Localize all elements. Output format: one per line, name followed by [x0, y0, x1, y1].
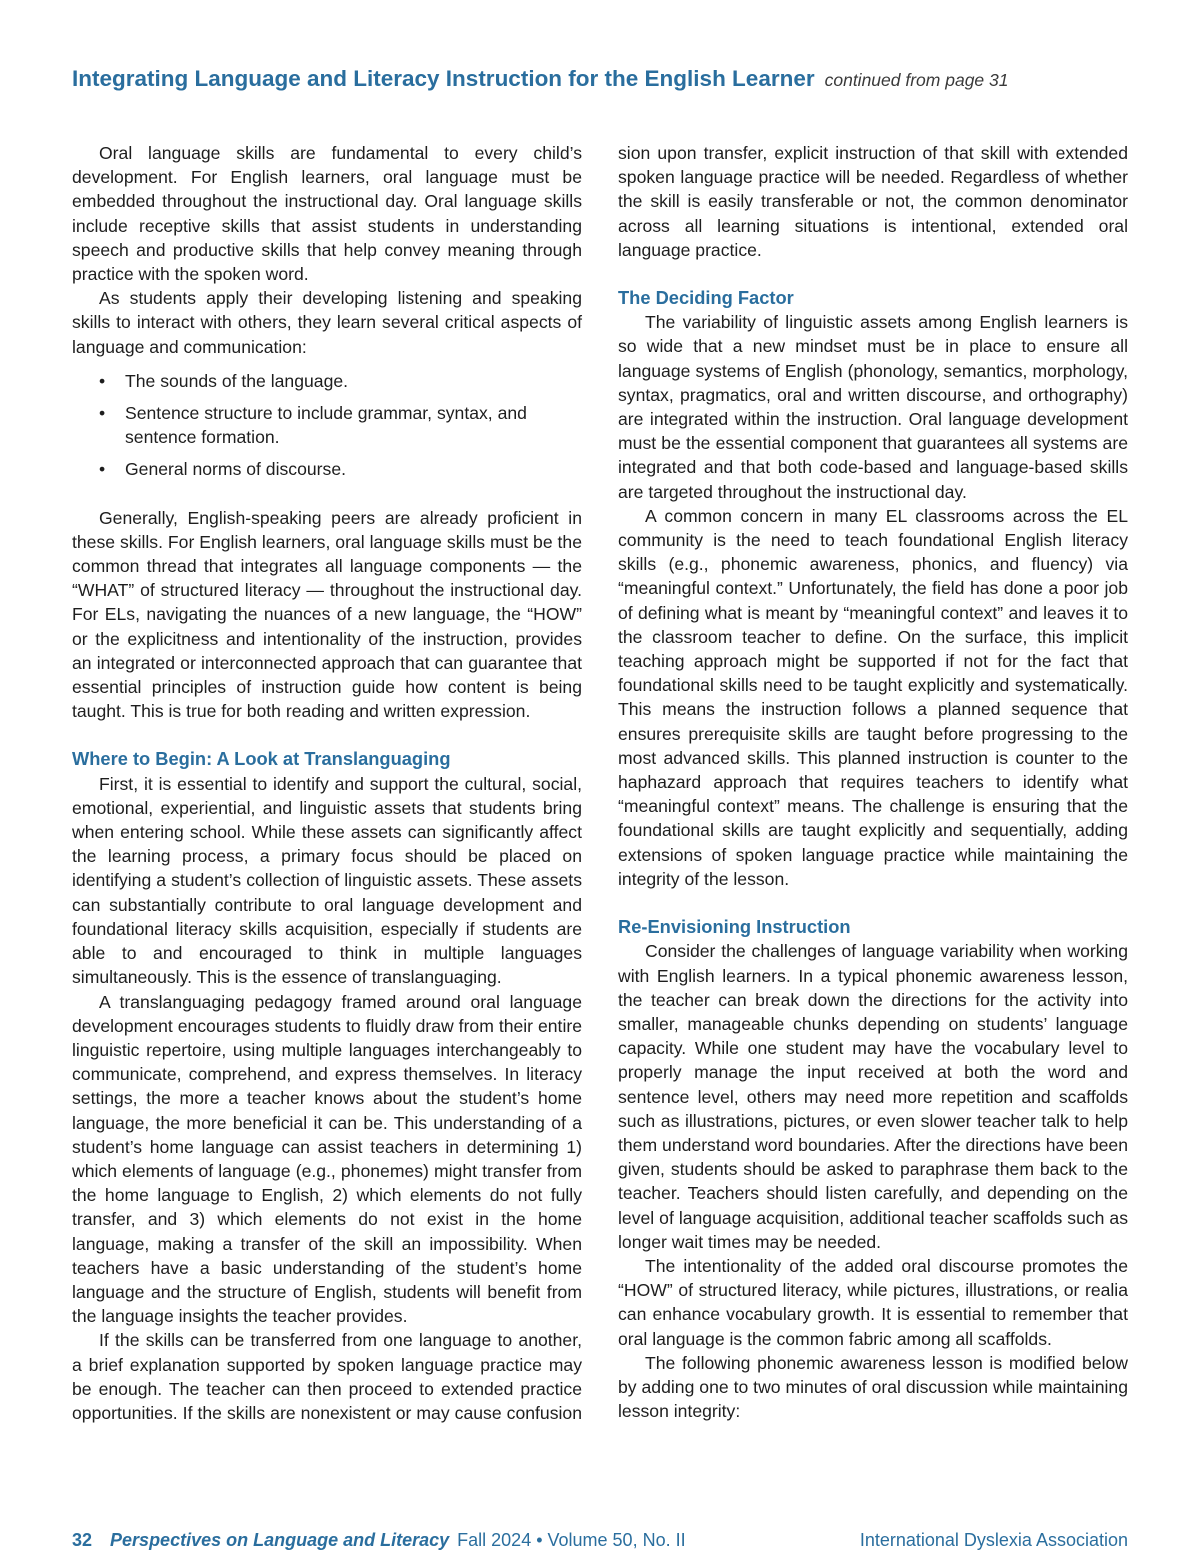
section-heading: The Deciding Factor [618, 287, 794, 309]
left-column [72, 141, 582, 1425]
issue-info: Fall 2024 • Volume 50, No. II [457, 1530, 686, 1550]
continued-note: continued from page 31 [824, 70, 1009, 90]
list-item [72, 401, 582, 449]
bullet-icon: • [99, 370, 106, 391]
list-item-text: Sentence structure to include grammar, syntax, and sentence formation. [125, 403, 527, 448]
article-header [72, 66, 1009, 92]
paragraph-continuation: sion upon transfer, explicit instruction of that skill with extended spoken language practice will be needed. Regardless of whether the skill is easily transferable or not, the common denominator across all learning situations is intentional, extended oral language practice. [618, 143, 1128, 260]
list-item [72, 457, 582, 481]
list-item [72, 369, 582, 393]
list-item-text: General norms of discourse. [125, 459, 346, 480]
paragraph: As students apply their developing listening and speaking skills to interact with others, they learn several critical aspects of language and communication: [72, 288, 582, 357]
bullet-list [72, 369, 582, 482]
paragraph: The intentionality of the added oral discourse promotes the “HOW” of structured literacy, while pictures, illustrations, or realia can enhance vocabulary growth. It is essential to remember that oral language is the common fabric among all scaffolds. [618, 1255, 1128, 1349]
paragraph-continued: If the skills can be transferred from one language to another, a brief explanation supported by spoken language practice may be enough. The teacher can then proceed to extended practice opportunities. If the skills are nonexistent or may cause confusion [72, 1330, 582, 1423]
paragraph: The following phonemic awareness lesson is modified below by adding one to two minutes of oral discussion while maintaining lesson integrity: [618, 1352, 1128, 1422]
paragraph: The variability of linguistic assets among English learners is so wide that a new mindset must be in place to ensure all language systems of English (phonology, semantics, morphology, syntax, pragmatics, oral and written discourse, and orthography) are integrated within the instruction. Oral language development must be the essential component that guarantees all systems are integrated and that both code-based and language-based skills are targeted throughout the instructional day. [618, 312, 1128, 502]
bullet-icon: • [99, 403, 106, 424]
paragraph: A common concern in many EL classrooms across the EL community is the need to teach foundational English literacy skills (e.g., phonemic awareness, phonics, and fluency) via “meaningful context.” Unfortunately, the field has done a poor job of defining what is meant by “meaningful context” and leaves it to the classroom teacher to define. On the surface, this implicit teaching approach might be supported if not for the fact that foundational skills need to be taught explicitly and systematically. This means the instruction follows a planned sequence that ensures prerequisite skills are taught before progressing to the most advanced skills. This planned instruction is counter to the haphazard approach that requires teachers to identify what “meaningful context” means. The challenge is ensuring that the foundational skills are taught explicitly and sequentially, adding extensions of spoken language practice while maintaining the integrity of the lesson. [618, 505, 1128, 889]
paragraph: Generally, English-speaking peers are already proficient in these skills. For English learners, oral language skills must be the common thread that integrates all language components — the “WHAT” of structured literacy — throughout the instructional day. For ELs, navigating the nuances of a new language, the “HOW” or the explicitness and intentionality of the instruction, provides an integrated or interconnected approach that can guarantee that essential principles of instruction guide how content is being taught. This is true for both reading and written expression. [72, 507, 582, 722]
list-item-text: The sounds of the language. [125, 370, 349, 391]
section-heading: Where to Begin: A Look at Translanguaging [72, 748, 451, 770]
bullet-icon: • [99, 459, 106, 480]
page-footer [72, 1528, 1128, 1552]
page-number: 32 [72, 1530, 93, 1550]
paragraph: Consider the challenges of language variability when working with English learners. In a typical phonemic awareness lesson, the teacher can break down the directions for the activity into smaller, manageable chunks depending on students’ language capacity. While one student may have the vocabulary level to properly manage the input received at both the word and sentence level, others may need more repetition and scaffolds such as illustrations, pictures, or even slower teacher talk to help them understand word boundaries. After the directions have been given, students should be asked to paraphrase them back to the teacher. Teachers should listen carefully, and depending on the level of language acquisition, additional teacher scaffolds such as longer wait times may be needed. [618, 941, 1128, 1252]
paragraph: First, it is essential to identify and support the cultural, social, emotional, experiential, and linguistic assets that students bring when entering school. While these assets can significantly affect the learning process, a primary focus should be placed on identifying a student’s collection of linguistic assets. These assets can substantially contribute to oral language development and foundational literacy skills acquisition, especially if students are able to and encouraged to think in multiple languages simultaneously. This is the essence of translanguaging. [72, 773, 582, 988]
journal-name: Perspectives on Language and Literacy [110, 1530, 450, 1550]
section-heading: Re-Envisioning Instruction [618, 916, 851, 938]
organization-name: International Dyslexia Association [859, 1530, 1128, 1550]
paragraph: Oral language skills are fundamental to every child’s development. For English learners, oral language must be embedded throughout the instructional day. Oral language skills include receptive skills that assist students in understanding speech and productive skills that help convey meaning through practice with the spoken word. [72, 143, 582, 285]
paragraph: A translanguaging pedagogy framed around oral language development encourages students to fluidly draw from their entire linguistic repertoire, using multiple languages interchangeably to communicate, comprehend, and express themselves. In literacy settings, the more a teacher knows about the student’s home language, the more beneficial it can be. This understanding of a student’s home language can assist teachers in determining 1) which elements of language (e.g., phonemes) might transfer from the home language to English, 2) which elements do not fully transfer, and 3) which elements do not exist in the home language, making a transfer of the skill an impossibility. When teachers have a basic understanding of the student’s home language and the structure of English, students will benefit from the language insights the teacher provides. [72, 991, 582, 1327]
right-column [618, 141, 1128, 1423]
article-title: Integrating Language and Literacy Instruction for the English Learner [72, 66, 815, 91]
